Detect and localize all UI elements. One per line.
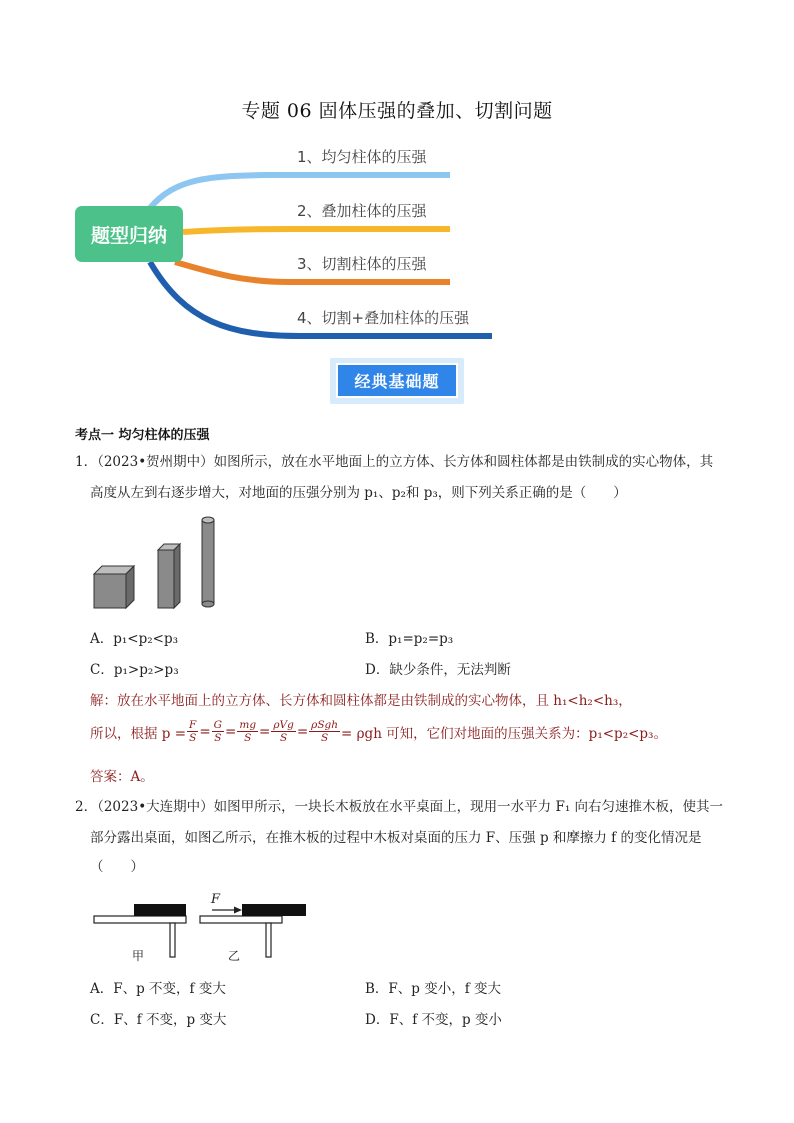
q1-solution-line2: 所以，根据 p = $\frac{F}{S}$ = $\frac{G}{S}$ = $\frac{mg}{S}$ = $\frac{\text{ρVg}}{S}$ = $\frac{\text{ρSgh}}{S}$ = ρgh 可知，它们对地面的压强关系为：p₁<p₂<p₃。 [90,719,667,744]
mindmap-branch-4: 4、切割+叠加柱体的压强 [297,309,470,327]
q1-option-b[interactable]: B．p₁=p₂=p₃ [365,631,454,647]
section-badge: 经典基础题 [336,363,458,398]
q2-stem-line2: 部分露出桌面，如图乙所示，在推木板的过程中木板对桌面的压力 F、压强 p 和摩擦力 f 的变化情况是 [90,830,702,846]
q2-option-c[interactable]: C．F、f 不变，p 变大 [90,1012,227,1028]
page-title: 专题 06 固体压强的叠加、切割问题 [241,100,553,122]
formula-frac-1: $\frac{F}{S}$ [189,719,197,744]
branch-curve-2 [183,229,450,232]
mindmap-branch-1: 1、均匀柱体的压强 [297,148,427,166]
formula-frac-2: $\frac{G}{S}$ [213,719,223,744]
q1-sol2-pre: 所以，根据 p = [90,725,187,742]
mindmap-center: 题型归纳 [75,206,183,262]
q2-figure [90,888,320,968]
q1-solution-line1: 解：放在水平地面上的立方体、长方体和圆柱体都是由铁制成的实心物体，且 h₁<h₂<h₃， [90,693,632,709]
q2-stem-line1: 2．（2023•大连期中）如图甲所示，一块长木板放在水平桌面上，现用一水平力 F₁ 向右匀速推木板，使其一 [75,799,724,815]
q2-stem-line3: （ ） [90,859,144,875]
q2-force-label: F [211,892,221,907]
q1-figure [88,512,228,614]
q1-stem-line2: 高度从左到右逐步增大，对地面的压强分别为 p₁、p₂和 p₃，则下列关系正确的是（ ） [90,485,627,501]
formula-frac-5: $\frac{\text{ρSgh}}{S}$ [311,719,339,744]
q1-option-a[interactable]: A．p₁<p₂<p₃ [90,631,179,647]
q1-option-c[interactable]: C．p₁>p₂>p₃ [90,662,179,678]
q2-option-b[interactable]: B．F、p 变小，f 变大 [365,981,502,997]
q2-option-a[interactable]: A．F、p 不变，f 变大 [90,981,226,997]
formula-frac-4: $\frac{\text{ρVg}}{S}$ [273,719,294,744]
mindmap-branch-2: 2、叠加柱体的压强 [297,202,427,220]
q2-option-d[interactable]: D．F、f 不变，p 变小 [365,1012,502,1028]
q2-fig-label-a: 甲 [132,949,145,963]
q1-stem-line1: 1．（2023•贺州期中）如图所示，放在水平地面上的立方体、长方体和圆柱体都是由铁制成的实心物体，其 [75,454,714,470]
q1-sol2-post: = ρgh 可知，它们对地面的压强关系为：p₁<p₂<p₃。 [341,725,667,742]
q2-fig-label-b: 乙 [228,949,241,963]
q1-option-d[interactable]: D．缺少条件，无法判断 [365,662,511,678]
formula-frac-3: $\frac{mg}{S}$ [239,719,257,744]
mindmap-branch-3: 3、切割柱体的压强 [297,255,427,273]
section-heading: 考点一 均匀柱体的压强 [75,428,210,443]
q1-answer: 答案：A。 [90,769,154,785]
